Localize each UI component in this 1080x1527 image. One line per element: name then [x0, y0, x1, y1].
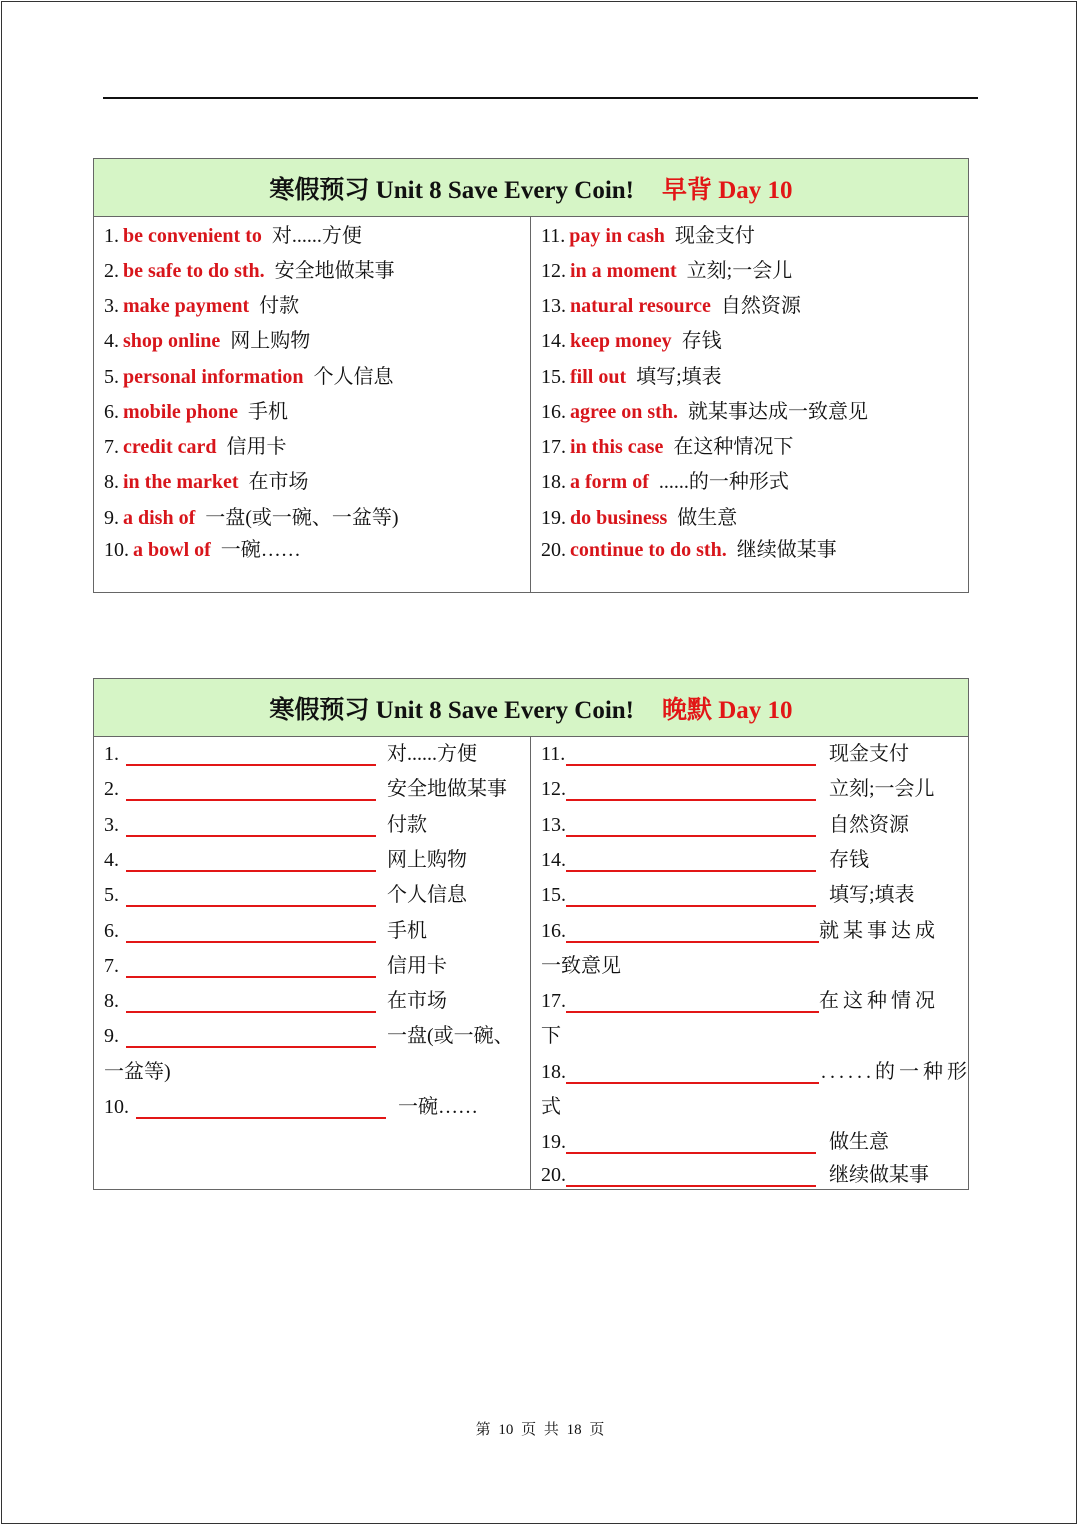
- item-number: 13.: [541, 295, 566, 317]
- english-phrase: shop online: [123, 330, 221, 352]
- chinese-meaning-continued: 一盆等): [104, 1060, 171, 1083]
- item-number: 10.: [104, 539, 129, 561]
- english-phrase: continue to do sth.: [570, 539, 727, 561]
- answer-blank-line[interactable]: [566, 799, 816, 801]
- vocab-row: [541, 326, 722, 356]
- chinese-meaning: 手机: [248, 401, 289, 423]
- item-number: 10.: [104, 1096, 129, 1118]
- chinese-meaning: 信用卡: [387, 954, 447, 977]
- item-number: 2.: [104, 778, 119, 801]
- answer-blank-line[interactable]: [126, 1011, 376, 1013]
- answer-blank-line[interactable]: [136, 1117, 386, 1119]
- chinese-meaning: 在市场: [248, 471, 309, 493]
- vocab-row: [104, 503, 399, 533]
- item-number: 8.: [104, 990, 119, 1013]
- chinese-meaning: 自然资源: [720, 295, 801, 317]
- chinese-meaning: 安全地做某事: [387, 778, 507, 801]
- chinese-meaning: 填写;填表: [829, 884, 915, 907]
- morning-title-text: 寒假预习 Unit 8 Save Every Coin!: [269, 176, 634, 204]
- vocab-row: [541, 256, 792, 286]
- item-number: 18.: [541, 1060, 566, 1083]
- vocab-row: [104, 432, 287, 462]
- english-phrase: a bowl of: [133, 539, 211, 561]
- answer-blank-line[interactable]: [126, 764, 376, 766]
- item-number: 19.: [541, 507, 566, 529]
- item-number: 1.: [104, 225, 119, 247]
- evening-dictation-table: [93, 678, 969, 1190]
- evening-title-tag: 晚默 Day 10: [662, 696, 793, 724]
- chinese-meaning: 手机: [387, 919, 427, 942]
- item-number: 12.: [541, 260, 566, 282]
- chinese-meaning: 网上购物: [387, 848, 467, 871]
- chinese-meaning: 存钱: [681, 330, 722, 352]
- chinese-meaning: 继续做某事: [736, 539, 837, 561]
- item-number: 5.: [104, 884, 119, 907]
- chinese-meaning: 在这种情况下: [673, 436, 794, 458]
- chinese-meaning: 存钱: [829, 848, 869, 871]
- answer-blank-line[interactable]: [126, 870, 376, 872]
- chinese-meaning: 一盘(或一碗、一盆等): [205, 507, 399, 529]
- chinese-meaning: 继续做某事: [829, 1163, 929, 1186]
- english-phrase: in this case: [570, 436, 664, 458]
- item-number: 7.: [104, 436, 119, 458]
- english-phrase: mobile phone: [123, 401, 239, 423]
- english-phrase: natural resource: [570, 295, 711, 317]
- chinese-meaning: ......的一种形式: [658, 471, 789, 493]
- vocab-row: [104, 397, 288, 427]
- chinese-meaning: 网上购物: [230, 330, 311, 352]
- vocab-row: [104, 535, 301, 565]
- chinese-meaning: 个人信息: [387, 884, 467, 907]
- item-number: 19.: [541, 1131, 566, 1154]
- english-phrase: make payment: [123, 295, 250, 317]
- chinese-meaning: 一碗……: [220, 539, 301, 561]
- vocab-row: [104, 221, 362, 251]
- chinese-meaning: 自然资源: [829, 813, 909, 836]
- english-phrase: fill out: [570, 366, 627, 388]
- item-number: 13.: [541, 813, 566, 836]
- answer-blank-line[interactable]: [126, 976, 376, 978]
- evening-title-text: 寒假预习 Unit 8 Save Every Coin!: [269, 696, 634, 724]
- answer-blank-line[interactable]: [566, 1152, 816, 1154]
- vocab-row: [104, 256, 395, 286]
- item-number: 17.: [541, 990, 566, 1013]
- item-number: 8.: [104, 471, 119, 493]
- english-phrase: be convenient to: [123, 225, 262, 247]
- morning-title-tag: 早背 Day 10: [662, 176, 793, 204]
- answer-blank-line[interactable]: [126, 799, 376, 801]
- item-number: 14.: [541, 330, 566, 352]
- answer-blank-line[interactable]: [566, 870, 816, 872]
- chinese-meaning: 做生意: [677, 507, 738, 529]
- vocab-row: [541, 535, 837, 565]
- chinese-meaning: 立刻;一会儿: [829, 778, 935, 801]
- english-phrase: do business: [570, 507, 668, 529]
- chinese-meaning: 就某事达成: [819, 919, 939, 942]
- english-phrase: personal information: [123, 366, 304, 388]
- item-number: 3.: [104, 813, 119, 836]
- vocab-row: [104, 362, 394, 392]
- page-footer: 第 10 页 共 18 页: [475, 1422, 605, 1438]
- item-number: 7.: [104, 954, 119, 977]
- vocab-row: [541, 397, 868, 427]
- item-number: 1.: [104, 743, 119, 765]
- item-number: 16.: [541, 401, 566, 423]
- morning-table-body: [94, 217, 968, 592]
- morning-vocab-table: [93, 158, 969, 593]
- item-number: 11.: [541, 225, 566, 247]
- english-phrase: in a moment: [570, 260, 677, 282]
- answer-blank-line[interactable]: [566, 835, 816, 837]
- english-phrase: a dish of: [123, 507, 196, 529]
- chinese-meaning: 对......方便: [387, 743, 477, 765]
- vocab-row: [541, 503, 737, 533]
- item-number: 11.: [541, 743, 566, 765]
- answer-blank-line[interactable]: [126, 1046, 376, 1048]
- chinese-meaning: 做生意: [829, 1131, 889, 1154]
- header-rule: [103, 97, 978, 99]
- item-number: 20.: [541, 1163, 566, 1186]
- answer-blank-line[interactable]: [126, 835, 376, 837]
- item-number: 20.: [541, 539, 566, 561]
- vocab-row: [104, 467, 309, 497]
- item-number: 9.: [104, 507, 119, 529]
- chinese-meaning: 一盘(或一碗、: [387, 1025, 514, 1048]
- item-number: 4.: [104, 848, 119, 871]
- chinese-meaning: 在这种情况: [819, 990, 939, 1013]
- english-phrase: agree on sth.: [570, 401, 678, 423]
- chinese-meaning: 在市场: [387, 990, 447, 1013]
- item-number: 15.: [541, 884, 566, 907]
- column-divider: [530, 737, 531, 1189]
- chinese-meaning: ......的一种形: [821, 1060, 971, 1083]
- evening-table-title: [94, 679, 968, 737]
- item-number: 2.: [104, 260, 119, 282]
- english-phrase: in the market: [123, 471, 239, 493]
- item-number: 6.: [104, 919, 119, 942]
- vocab-row: [541, 467, 789, 497]
- evening-table-body: [94, 737, 971, 1189]
- item-number: 17.: [541, 436, 566, 458]
- vocab-row: [541, 432, 793, 462]
- english-phrase: pay in cash: [569, 225, 665, 247]
- item-number: 16.: [541, 919, 566, 942]
- item-number: 14.: [541, 848, 566, 871]
- english-phrase: keep money: [570, 330, 672, 352]
- chinese-meaning: 一碗……: [398, 1096, 478, 1118]
- item-number: 12.: [541, 778, 566, 801]
- answer-blank-line[interactable]: [126, 941, 376, 943]
- item-number: 18.: [541, 471, 566, 493]
- chinese-meaning: 信用卡: [226, 436, 287, 458]
- item-number: 9.: [104, 1025, 119, 1048]
- chinese-meaning: 个人信息: [313, 366, 394, 388]
- chinese-meaning: 现金支付: [674, 225, 755, 247]
- answer-blank-line[interactable]: [566, 941, 819, 943]
- item-number: 5.: [104, 366, 119, 388]
- english-phrase: be safe to do sth.: [123, 260, 265, 282]
- vocab-row: [104, 291, 299, 321]
- english-phrase: a form of: [570, 471, 649, 493]
- vocab-row: [104, 326, 310, 356]
- morning-table-title: [94, 159, 968, 217]
- chinese-meaning-continued: 一致意见: [541, 954, 621, 977]
- vocab-row: [541, 221, 755, 251]
- chinese-meaning: 填写;填表: [636, 366, 722, 388]
- chinese-meaning: 付款: [387, 813, 427, 836]
- answer-blank-line[interactable]: [566, 905, 816, 907]
- chinese-meaning: 就某事达成一致意见: [687, 401, 868, 423]
- item-number: 4.: [104, 330, 119, 352]
- english-phrase: credit card: [123, 436, 217, 458]
- item-number: 3.: [104, 295, 119, 317]
- chinese-meaning: 付款: [259, 295, 300, 317]
- vocab-row: [541, 362, 722, 392]
- vocab-row: [541, 291, 801, 321]
- answer-blank-line[interactable]: [566, 1185, 816, 1187]
- chinese-meaning: 安全地做某事: [274, 260, 395, 282]
- answer-blank-line[interactable]: [126, 905, 376, 907]
- answer-blank-line[interactable]: [566, 1082, 819, 1084]
- item-number: 15.: [541, 366, 566, 388]
- item-number: 6.: [104, 401, 119, 423]
- column-divider: [530, 217, 531, 592]
- chinese-meaning-continued: 下: [541, 1025, 561, 1048]
- chinese-meaning: 对......方便: [271, 225, 362, 247]
- chinese-meaning-continued: 式: [541, 1096, 561, 1118]
- chinese-meaning: 现金支付: [829, 743, 909, 765]
- answer-blank-line[interactable]: [566, 764, 816, 766]
- answer-blank-line[interactable]: [566, 1011, 819, 1013]
- chinese-meaning: 立刻;一会儿: [686, 260, 793, 282]
